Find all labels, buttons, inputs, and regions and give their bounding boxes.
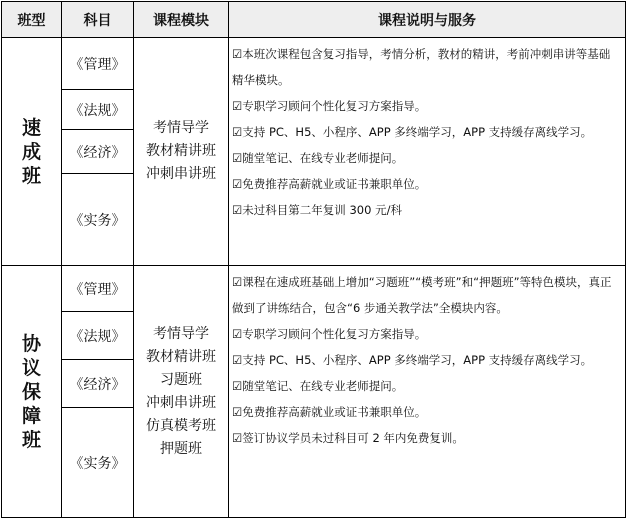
subject-cell: 《经济》: [62, 130, 134, 174]
service-item: ☑签订协议学员未过科目可 2 年内免费复训。: [232, 431, 464, 445]
class-name-guarantee: [2, 266, 62, 518]
course-table: [1, 1, 626, 518]
class-name-char: 议: [21, 356, 41, 379]
subject-cell: 《管理》: [62, 266, 134, 312]
service-item: ☑免费推荐高薪就业或证书兼职单位。: [232, 405, 427, 419]
module-item: 仿真模考班: [146, 417, 216, 434]
service-item: ☑免费推荐高薪就业或证书兼职单位。: [232, 177, 427, 191]
subject-cell: 《实务》: [62, 174, 134, 266]
service-item: ☑随堂笔记、在线专业老师提问。: [232, 379, 404, 393]
table-row: [2, 266, 626, 312]
service-item: ☑专职学习顾问个性化复习方案指导。: [232, 327, 427, 341]
header-module: 课程模块: [134, 2, 229, 38]
module-item: 习题班: [160, 371, 202, 388]
class-name-char: 成: [21, 140, 41, 163]
header-subject: 科目: [62, 2, 134, 38]
subject-cell: 《法规》: [62, 90, 134, 130]
service-item: ☑随堂笔记、在线专业老师提问。: [232, 151, 404, 165]
module-cell-fast: [134, 38, 229, 266]
class-name-char: 班: [21, 428, 41, 451]
class-name-char: 保: [21, 380, 41, 403]
module-item: 冲刺串讲班: [146, 394, 216, 411]
class-name-char: 障: [21, 404, 41, 427]
header-class-type: 班型: [2, 2, 62, 38]
header-row: [2, 2, 626, 38]
table-row: [2, 38, 626, 90]
class-name-char: 班: [21, 164, 41, 187]
module-item: 押题班: [160, 440, 202, 457]
subject-cell: 《实务》: [62, 408, 134, 518]
class-name-char: 协: [21, 332, 41, 355]
service-item: ☑支持 PC、H5、小程序、APP 多终端学习，APP 支持缓存离线学习。: [232, 353, 593, 367]
description-cell-guarantee: [229, 266, 626, 518]
description-cell-fast: [229, 38, 626, 266]
subject-cell: 《管理》: [62, 38, 134, 90]
class-name-char: 速: [21, 116, 41, 139]
module-item: 冲刺串讲班: [146, 166, 216, 182]
service-item: ☑未过科目第二年复训 300 元/科: [232, 203, 402, 217]
service-item: ☑支持 PC、H5、小程序、APP 多终端学习，APP 支持缓存离线学习。: [232, 125, 593, 139]
header-description: 课程说明与服务: [229, 2, 626, 38]
module-item: 教材精讲班: [146, 348, 216, 365]
service-item: ☑本班次课程包含复习指导，考情分析，教材的精讲，考前冲刺串讲等基础精华模块。: [232, 47, 611, 87]
module-item: 教材精讲班: [146, 143, 216, 159]
module-cell-guarantee: [134, 266, 229, 518]
service-item: ☑专职学习顾问个性化复习方案指导。: [232, 99, 427, 113]
subject-cell: 《法规》: [62, 312, 134, 360]
subject-cell: 《经济》: [62, 360, 134, 408]
module-item: 考情导学: [153, 120, 209, 136]
class-name-fast: [2, 38, 62, 266]
module-item: 考情导学: [153, 325, 209, 342]
service-item: ☑课程在速成班基础上增加“习题班”“模考班”和“押题班”等特色模块，真正做到了讲练结合，包含“6 步通关教学法”全模块内容。: [232, 275, 612, 315]
